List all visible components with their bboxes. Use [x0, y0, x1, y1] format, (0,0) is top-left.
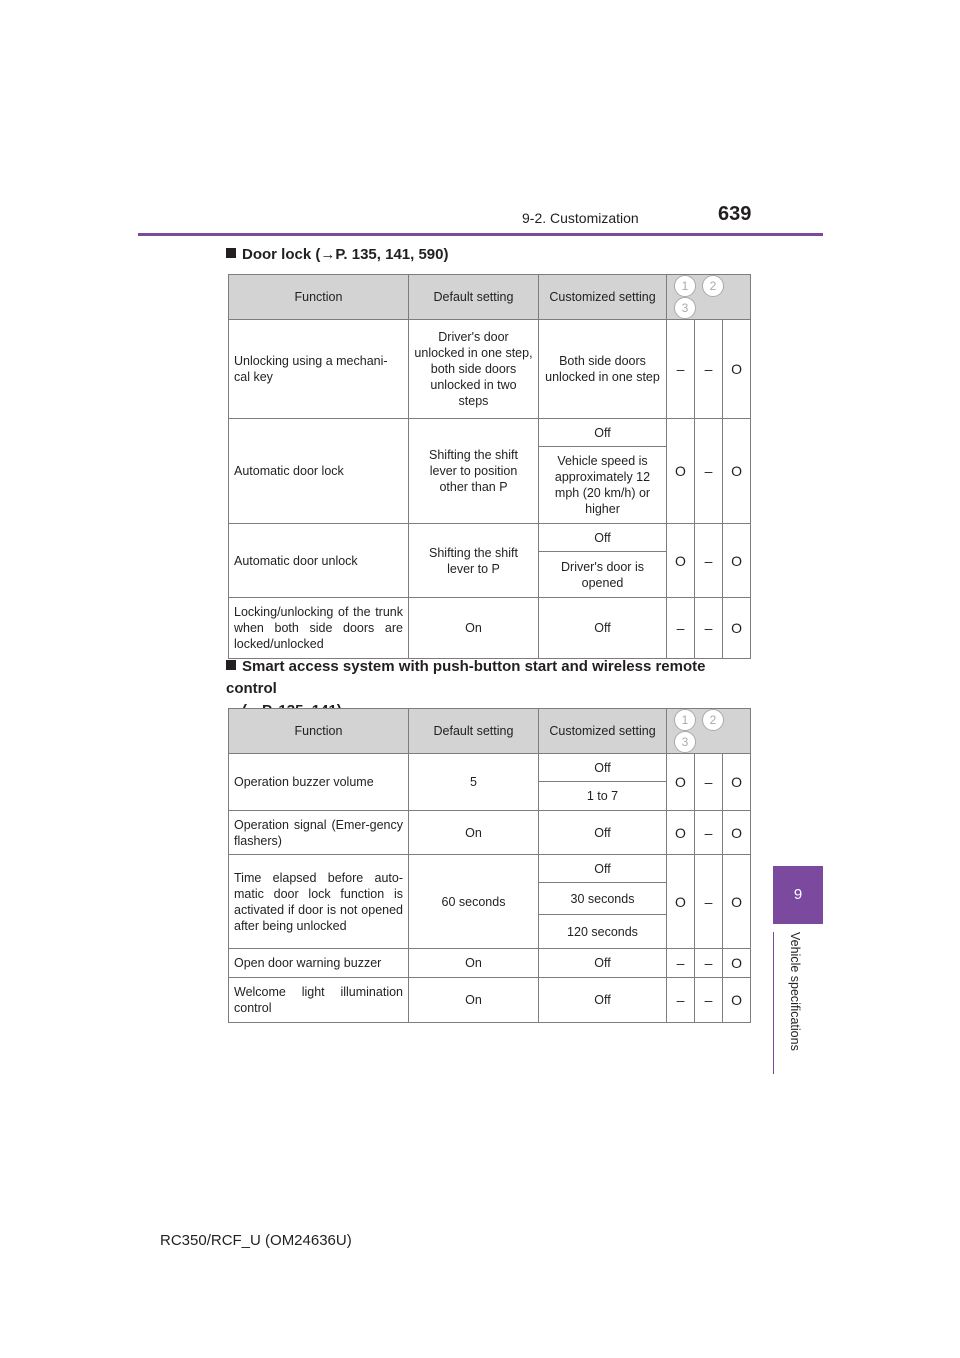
custom-cell: 1 to 7: [539, 782, 667, 811]
method-1-icon: 1: [674, 275, 696, 297]
footer-model-code: RC350/RCF_U (OM24636U): [160, 1232, 352, 1249]
method-2-cell: –: [695, 320, 723, 419]
heading-text: Door lock (→P. 135, 141, 590): [242, 246, 449, 263]
method-2-icon: 2: [702, 709, 724, 731]
function-cell: Welcome light illumination control: [229, 978, 409, 1023]
method-1-cell: –: [667, 320, 695, 419]
method-1-cell: O: [667, 419, 695, 524]
table-header-row: [229, 709, 751, 754]
chapter-tab: [773, 866, 823, 924]
col-header-default: Default setting: [409, 275, 539, 320]
default-cell: Shifting the shift lever to position other than P: [409, 419, 539, 524]
function-cell: Unlocking using a mechani-cal key: [229, 320, 409, 419]
chapter-number: 9: [793, 886, 803, 903]
method-1-cell: –: [667, 978, 695, 1023]
method-2-cell: –: [695, 754, 723, 811]
side-rule: [773, 932, 774, 1074]
method-2-cell: –: [695, 598, 723, 659]
function-cell: Time elapsed before auto-matic door lock function is activated if door is not opened after being unlocked: [229, 855, 409, 949]
method-2-cell: –: [695, 855, 723, 949]
function-cell: Automatic door unlock: [229, 524, 409, 598]
custom-cell: Off: [539, 524, 667, 552]
method-2-icon: 2: [702, 275, 724, 297]
method-3-cell: O: [723, 978, 751, 1023]
square-bullet-icon: [226, 248, 236, 258]
method-1-cell: O: [667, 754, 695, 811]
col-header-icons: [667, 275, 751, 320]
header-rule: [138, 233, 823, 236]
custom-cell: Off: [539, 949, 667, 978]
table-row: [229, 754, 751, 782]
custom-cell: Off: [539, 978, 667, 1023]
method-3-cell: O: [723, 949, 751, 978]
function-cell: Open door warning buzzer: [229, 949, 409, 978]
default-cell: 5: [409, 754, 539, 811]
method-3-cell: O: [723, 524, 751, 598]
method-3-icon: 3: [674, 297, 696, 319]
default-cell: Shifting the shift lever to P: [409, 524, 539, 598]
method-3-cell: O: [723, 598, 751, 659]
custom-cell: Driver's door is opened: [539, 552, 667, 598]
col-header-function: Function: [229, 275, 409, 320]
custom-cell: Off: [539, 811, 667, 855]
table-row: [229, 811, 751, 855]
function-cell: Locking/unlocking of the trunk when both side doors are locked/unlocked: [229, 598, 409, 659]
smart-access-table: [228, 708, 751, 1023]
col-header-default: Default setting: [409, 709, 539, 754]
custom-cell: 120 seconds: [539, 915, 667, 949]
square-bullet-icon: [226, 660, 236, 670]
default-cell: Driver's door unlocked in one step, both side doors unlocked in two steps: [409, 320, 539, 419]
function-cell: Operation signal (Emer-gency flashers): [229, 811, 409, 855]
custom-cell: Off: [539, 419, 667, 447]
custom-cell: Off: [539, 598, 667, 659]
table-row: [229, 419, 751, 447]
method-3-cell: O: [723, 811, 751, 855]
col-header-icons: [667, 709, 751, 754]
method-1-cell: O: [667, 855, 695, 949]
table-row: [229, 949, 751, 978]
default-cell: On: [409, 811, 539, 855]
method-3-cell: O: [723, 419, 751, 524]
table-row: [229, 524, 751, 552]
method-3-cell: O: [723, 320, 751, 419]
custom-cell: Vehicle speed is approximately 12 mph (20 km/h) or higher: [539, 447, 667, 524]
chapter-title: Vehicle specifications: [788, 932, 802, 1051]
method-2-cell: –: [695, 811, 723, 855]
custom-cell: Off: [539, 754, 667, 782]
method-1-icon: 1: [674, 709, 696, 731]
custom-cell: Both side doors unlocked in one step: [539, 320, 667, 419]
function-cell: Automatic door lock: [229, 419, 409, 524]
table-header-row: [229, 275, 751, 320]
door-lock-table: [228, 274, 751, 659]
col-header-function: Function: [229, 709, 409, 754]
method-3-cell: O: [723, 855, 751, 949]
method-3-cell: O: [723, 754, 751, 811]
col-header-custom: Customized setting: [539, 275, 667, 320]
default-cell: On: [409, 978, 539, 1023]
default-cell: On: [409, 598, 539, 659]
method-2-cell: –: [695, 949, 723, 978]
method-2-cell: –: [695, 419, 723, 524]
custom-cell: Off: [539, 855, 667, 883]
function-cell: Operation buzzer volume: [229, 754, 409, 811]
method-1-cell: O: [667, 524, 695, 598]
custom-cell: 30 seconds: [539, 883, 667, 915]
method-2-cell: –: [695, 978, 723, 1023]
heading-text: Smart access system with push-button start and wireless remote control: [226, 658, 706, 697]
method-2-cell: –: [695, 524, 723, 598]
method-1-cell: –: [667, 949, 695, 978]
table-row: [229, 598, 751, 659]
method-3-icon: 3: [674, 731, 696, 753]
col-header-custom: Customized setting: [539, 709, 667, 754]
page-header-section: 9-2. Customization: [522, 210, 639, 226]
method-1-cell: –: [667, 598, 695, 659]
table-row: [229, 320, 751, 419]
section-heading-door-lock: [226, 244, 449, 266]
table-row: [229, 978, 751, 1023]
table-row: [229, 855, 751, 883]
default-cell: On: [409, 949, 539, 978]
method-1-cell: O: [667, 811, 695, 855]
page-number: 639: [718, 203, 752, 225]
default-cell: 60 seconds: [409, 855, 539, 949]
